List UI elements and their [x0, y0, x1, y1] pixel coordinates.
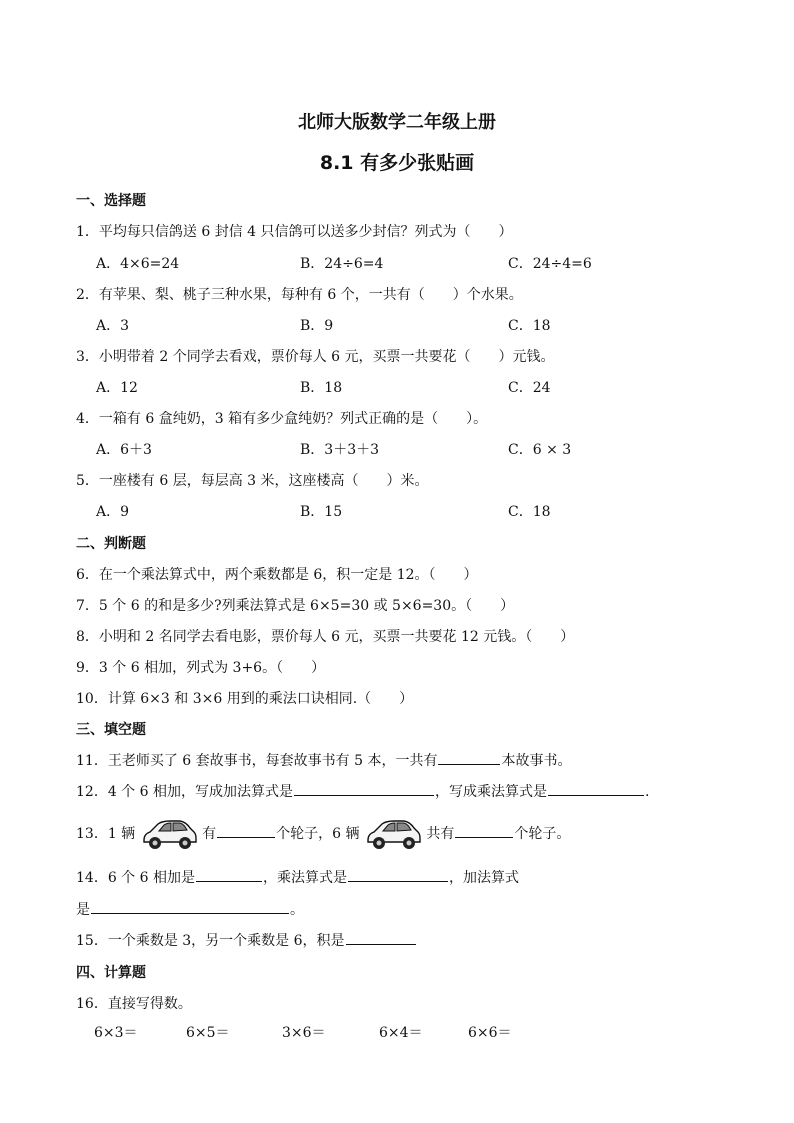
question-1	[76, 221, 513, 241]
question-number: 16．	[76, 996, 108, 1012]
question-number: 15．	[76, 933, 108, 949]
question-4	[76, 408, 487, 428]
question-text: ，乘法算式是	[263, 870, 347, 886]
question-text: 1 辆	[107, 826, 136, 842]
question-number: 6．	[76, 567, 99, 583]
question-5	[76, 470, 429, 490]
question-text: 小明和 2 名同学去看电影，票价每人 6 元，买票一共要花 12 元钱。（ ）	[98, 629, 575, 645]
answer-blank[interactable]	[217, 823, 275, 838]
question-text: 4 个 6 相加，写成加法算式是	[107, 784, 293, 800]
question-text: 计算 6×3 和 3×6 用到的乘法口诀相同.（ ）	[107, 691, 414, 707]
question-10	[76, 688, 413, 708]
question-text: 6 个 6 相加是	[107, 870, 195, 886]
option-b[interactable]: B．24÷6=4	[300, 256, 384, 272]
question-12	[76, 781, 649, 801]
question-text: 。	[290, 902, 304, 918]
option-c[interactable]: C．24÷4=6	[508, 256, 592, 272]
question-8	[76, 626, 574, 646]
answer-blank[interactable]	[91, 899, 289, 914]
question-number: 9．	[76, 660, 99, 676]
question-text: 小明带着 2 个同学去看戏，票价每人 6 元，买票一共要花（ ）元钱。	[98, 349, 555, 365]
question-text: 共有	[426, 826, 455, 842]
calc-item[interactable]: 6×4＝	[379, 1025, 423, 1041]
calc-item[interactable]: 6×6＝	[468, 1025, 512, 1041]
option-b[interactable]: B．18	[300, 380, 343, 396]
question-text: 是	[76, 902, 90, 918]
question-text: 一座楼有 6 层，每层高 3 米，这座楼高（ ）米。	[98, 473, 429, 489]
calc-item[interactable]: 3×6＝	[282, 1025, 326, 1041]
question-15	[76, 930, 417, 950]
option-a[interactable]: A．4×6=24	[96, 256, 180, 272]
question-text: 一个乘数是 3，另一个乘数是 6，积是	[107, 933, 345, 949]
question-number: 7．	[76, 598, 99, 614]
question-16	[76, 993, 192, 1013]
question-text: 一箱有 6 盒纯奶，3 箱有多少盒纯奶？列式正确的是（ ）。	[98, 411, 488, 427]
option-a[interactable]: A．6＋3	[96, 442, 152, 458]
question-text: 有苹果、梨、桃子三种水果，每种有 6 个，一共有（ ）个水果。	[98, 287, 523, 303]
car-icon	[364, 814, 422, 854]
question-number: 4．	[76, 411, 99, 427]
question-number: 8．	[76, 629, 99, 645]
question-text: 平均每只信鸽送 6 封信 4 只信鸽可以送多少封信？列式为（ ）	[98, 224, 513, 240]
question-6	[76, 564, 478, 584]
question-14-continued	[76, 899, 304, 919]
question-number: 5．	[76, 473, 99, 489]
question-number: 2．	[76, 287, 99, 303]
answer-blank[interactable]	[294, 781, 434, 796]
question-text: 个轮子。	[514, 826, 571, 842]
option-b[interactable]: B．3＋3＋3	[300, 442, 380, 458]
page-subtitle: 8.1 有多少张贴画	[319, 152, 475, 174]
question-text: ，加法算式	[449, 870, 519, 886]
section-fill-heading: 三、填空题	[76, 722, 146, 738]
question-number: 11．	[76, 753, 108, 769]
question-text: 本故事书。	[501, 753, 572, 769]
answer-blank[interactable]	[196, 867, 262, 882]
question-text: 个轮子，6 辆	[276, 826, 360, 842]
answer-blank[interactable]	[348, 867, 448, 882]
question-13	[76, 814, 570, 854]
option-c[interactable]: C．18	[508, 504, 551, 520]
question-text: 5 个 6 的和是多少?列乘法算式是 6×5=30 或 5×6=30。（ ）	[98, 598, 515, 614]
option-b[interactable]: B．15	[300, 504, 343, 520]
car-icon	[140, 814, 198, 854]
question-number: 10．	[76, 691, 108, 707]
option-a[interactable]: A．9	[96, 504, 130, 520]
question-text: .	[645, 784, 650, 800]
section-choice-heading: 一、选择题	[76, 193, 146, 209]
answer-blank[interactable]	[455, 823, 513, 838]
option-c[interactable]: C．18	[508, 318, 551, 334]
question-text: 3 个 6 相加，列式为 3+6。（ ）	[98, 660, 326, 676]
question-2	[76, 284, 523, 304]
section-judge-heading: 二、判断题	[76, 536, 146, 552]
question-3	[76, 346, 555, 366]
option-b[interactable]: B．9	[300, 318, 334, 334]
question-number: 14．	[76, 870, 108, 886]
question-text: 在一个乘法算式中，两个乘数都是 6，积一定是 12。（ ）	[98, 567, 478, 583]
question-text: 直接写得数。	[107, 996, 192, 1012]
question-number: 1．	[76, 224, 99, 240]
page-title: 北师大版数学二年级上册	[298, 112, 496, 133]
question-11	[76, 750, 571, 770]
option-a[interactable]: A．3	[96, 318, 130, 334]
question-number: 3．	[76, 349, 99, 365]
answer-blank[interactable]	[438, 750, 500, 765]
calc-item[interactable]: 6×5＝	[186, 1025, 230, 1041]
option-a[interactable]: A．12	[96, 380, 138, 396]
answer-blank[interactable]	[548, 781, 644, 796]
question-7	[76, 595, 514, 615]
option-c[interactable]: C．24	[508, 380, 551, 396]
question-14	[76, 867, 519, 887]
answer-blank[interactable]	[346, 930, 416, 945]
question-number: 12．	[76, 784, 108, 800]
question-text: 王老师买了 6 套故事书，每套故事书有 5 本，一共有	[107, 753, 438, 769]
calc-item[interactable]: 6×3＝	[94, 1025, 138, 1041]
question-number: 13．	[76, 826, 108, 842]
section-calc-heading: 四、计算题	[76, 965, 146, 981]
question-text: ，写成乘法算式是	[435, 784, 547, 800]
question-9	[76, 657, 325, 677]
option-c[interactable]: C．6 × 3	[508, 442, 572, 458]
question-text: 有	[202, 826, 217, 842]
